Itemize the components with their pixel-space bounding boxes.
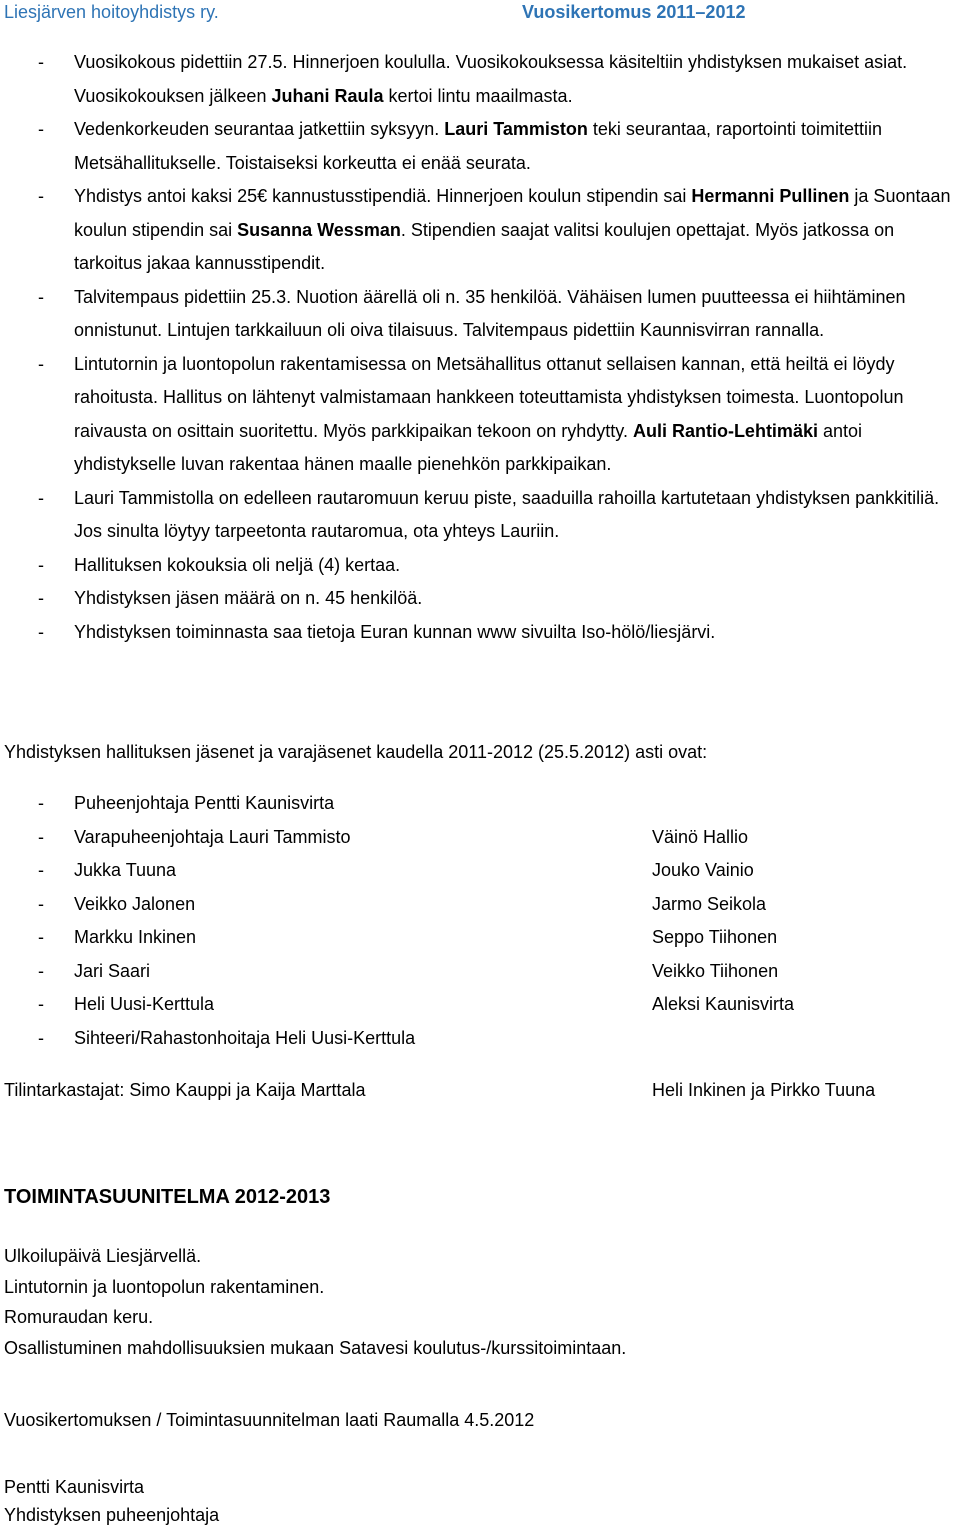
list-text: antoi yhdistykselle luvan rakentaa hänen maalle pienehkön parkkipaikan. xyxy=(74,420,863,474)
person-name: Hermanni Pullinen xyxy=(691,186,850,206)
board-row xyxy=(0,787,960,821)
board-row xyxy=(0,955,960,989)
list-text: Lintutornin ja luontopolun rakentamisessa on Metsähallitus ottanut sellaisen kannan, että heiltä ei löydy rahoitusta. Hallitus on lähtenyt valmistamaan hankkeen toteuttamista yhdistyksen toimesta. Luontopolun raivausta on osittain suoritettu. Myös parkkipaikan tekoon on ryhdytty. xyxy=(74,353,904,441)
list-dash: - xyxy=(38,286,44,307)
list-dash: - xyxy=(38,826,44,847)
deputy-member: Seppo Tiihonen xyxy=(652,927,778,947)
list-dash: - xyxy=(38,621,44,642)
plan-item: Romuraudan keru. xyxy=(4,1307,154,1327)
board-member: Jari Saari xyxy=(74,960,151,981)
board-member: Jukka Tuuna xyxy=(74,860,177,880)
page-header xyxy=(0,0,960,26)
signature-block xyxy=(4,1473,219,1529)
deputy-member: Aleksi Kaunisvirta xyxy=(652,994,795,1014)
board-row xyxy=(0,921,960,955)
activity-list xyxy=(0,46,960,649)
list-text: Vuosikokous pidettiin 27.5. Hinnerjoen koululla. Vuosikokouksessa käsiteltiin yhdistyksen mukaiset asiat. Vuosikokouksen jälkeen xyxy=(74,52,908,106)
board-row xyxy=(0,1022,960,1056)
list-item xyxy=(0,113,960,180)
board-row xyxy=(0,854,960,888)
list-item xyxy=(0,549,960,583)
plan-item: Ulkoilupäivä Liesjärvellä. xyxy=(4,1246,202,1266)
list-dash: - xyxy=(38,793,44,813)
list-item xyxy=(0,180,960,281)
board-member: Varapuheenjohtaja Lauri Tammisto xyxy=(74,826,351,847)
deputy-member: Väinö Hallio xyxy=(652,826,749,847)
auditors-left: Tilintarkastajat: Simo Kauppi ja Kaija Marttala xyxy=(4,1080,366,1100)
person-name: Susanna Wessman xyxy=(237,219,401,240)
board-members-list xyxy=(0,787,960,1055)
deputy-member: Jouko Vainio xyxy=(652,860,754,880)
signer-name: Pentti Kaunisvirta xyxy=(4,1477,145,1497)
list-dash: - xyxy=(38,186,44,206)
plan-list xyxy=(4,1241,626,1363)
list-item xyxy=(0,616,960,650)
organization-name: Liesjärven hoitoyhdistys ry. xyxy=(4,2,219,22)
plan-title: TOIMINTASUUNITELMA 2012-2013 xyxy=(4,1186,331,1208)
list-text: Yhdistyksen jäsen määrä on n. 45 henkilöä. xyxy=(74,588,423,608)
list-dash: - xyxy=(38,860,44,880)
list-dash: - xyxy=(38,960,44,981)
list-text: Hallituksen kokouksia oli neljä (4) kertaa. xyxy=(74,554,401,575)
auditors-row xyxy=(0,1077,960,1103)
list-dash: - xyxy=(38,554,44,575)
board-member: Puheenjohtaja Pentti Kaunisvirta xyxy=(74,793,335,813)
list-dash: - xyxy=(38,994,44,1014)
list-dash: - xyxy=(38,487,44,508)
list-dash: - xyxy=(38,588,44,608)
board-member: Veikko Jalonen xyxy=(74,893,196,914)
list-text: Vedenkorkeuden seurantaa jatkettiin syksyyn. xyxy=(74,119,445,139)
person-name: Auli Rantio-Lehtimäki xyxy=(632,420,818,441)
list-item xyxy=(0,482,960,549)
list-text: Yhdistyksen toiminnasta saa tietoja Euran kunnan www sivuilta Iso-hölö/liesjärvi. xyxy=(74,621,716,642)
document-title: Vuosikertomus 2011–2012 xyxy=(522,2,746,22)
board-row xyxy=(0,821,960,855)
signer-title: Yhdistyksen puheenjohtaja xyxy=(4,1505,220,1525)
deputy-member: Veikko Tiihonen xyxy=(652,960,779,981)
list-text: ja Suontaan koulun stipendin sai xyxy=(74,186,951,240)
board-heading: Yhdistyksen hallituksen jäsenet ja varajäsenet kaudella 2011-2012 (25.5.2012) asti ovat: xyxy=(4,742,708,762)
board-member: Sihteeri/Rahastonhoitaja Heli Uusi-Kerttula xyxy=(74,1027,416,1048)
person-name: Juhani Raula xyxy=(271,85,384,106)
prepared-line: Vuosikertomuksen / Toimintasuunnitelman laati Raumalla 4.5.2012 xyxy=(4,1410,535,1430)
list-text: kertoi lintu maailmasta. xyxy=(383,85,573,106)
list-item xyxy=(0,582,960,616)
person-name: Lauri Tammiston xyxy=(444,119,588,139)
list-dash: - xyxy=(38,52,44,72)
list-text: Lauri Tammistolla on edelleen rautaromuun keruu piste, saaduilla rahoilla kartutetaan yhdistyksen pankkitiliä. Jos sinulta löytyy tarpeetonta rautaromua, ota yhteys Lauriin. xyxy=(74,487,940,541)
deputy-member: Jarmo Seikola xyxy=(652,893,767,914)
list-dash: - xyxy=(38,353,44,374)
board-row xyxy=(0,988,960,1022)
board-row xyxy=(0,888,960,922)
list-text: . Stipendien saajat valitsi koulujen opettajat. Myös jatkossa on tarkoitus jakaa kannusstipendit. xyxy=(74,219,895,273)
list-text: Yhdistys antoi kaksi 25€ kannustusstipendiä. Hinnerjoen koulun stipendin sai xyxy=(74,186,692,206)
list-text: Talvitempaus pidettiin 25.3. Nuotion äärellä oli n. 35 henkilöä. Vähäisen lumen puutteessa ei hiihtäminen onnistunut. Lintujen tarkkailuun oli oiva tilaisuus. Talvitempaus pidettiin Kaunnisvirran rannalla. xyxy=(74,286,906,340)
list-dash: - xyxy=(38,927,44,947)
list-text: teki seurantaa, raportointi toimitettiin Metsähallitukselle. Toistaiseksi korkeutta ei enää seurata. xyxy=(74,119,883,173)
plan-item: Osallistuminen mahdollisuuksien mukaan Satavesi koulutus-/kurssitoimintaan. xyxy=(4,1337,627,1358)
board-member: Heli Uusi-Kerttula xyxy=(74,994,215,1014)
list-item xyxy=(0,348,960,482)
list-dash: - xyxy=(38,1027,44,1048)
auditors-right: Heli Inkinen ja Pirkko Tuuna xyxy=(652,1080,876,1100)
list-item xyxy=(0,46,960,113)
list-dash: - xyxy=(38,893,44,914)
list-item xyxy=(0,281,960,348)
board-member: Markku Inkinen xyxy=(74,927,197,947)
list-dash: - xyxy=(38,119,44,139)
plan-item: Lintutornin ja luontopolun rakentaminen. xyxy=(4,1276,325,1297)
